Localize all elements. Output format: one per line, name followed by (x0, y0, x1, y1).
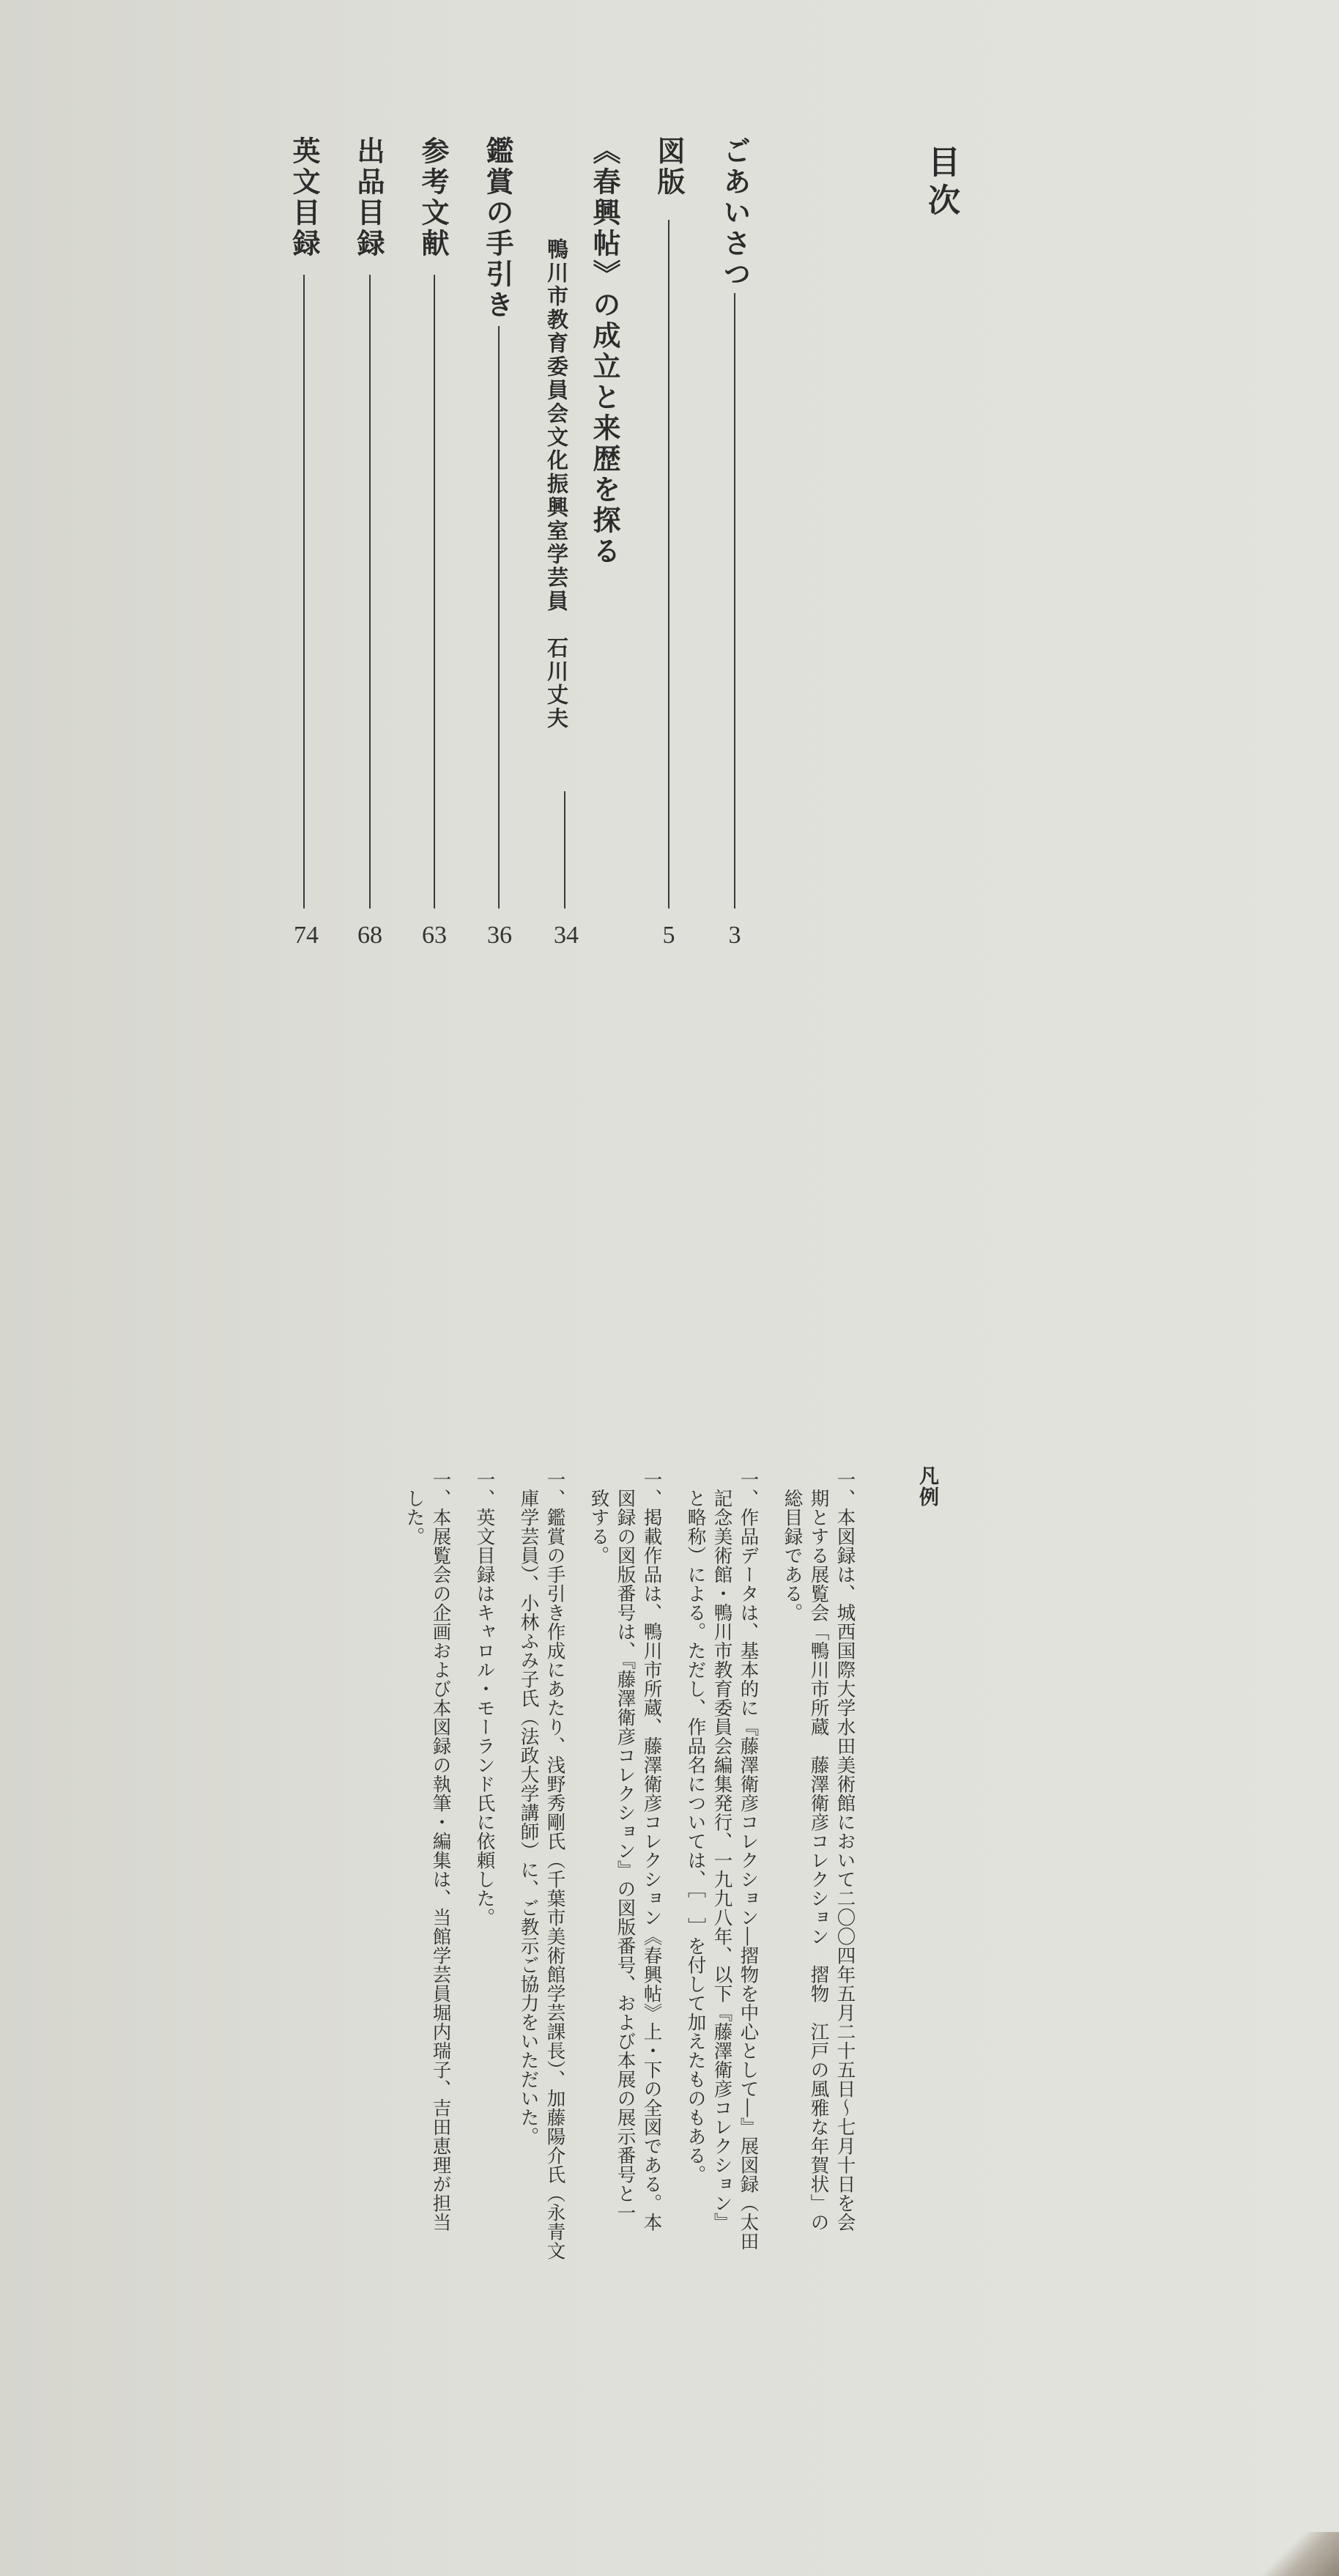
toc-leader-line (668, 220, 670, 908)
toc-page-number: 36 (487, 922, 512, 949)
toc-leader-line (434, 275, 435, 908)
toc-page-number: 34 (554, 922, 579, 949)
toc-page-number: 68 (357, 922, 382, 949)
toc-leader-line (498, 326, 500, 908)
toc-leader-line (303, 275, 305, 908)
page-corner-shadow (1251, 2532, 1339, 2576)
toc-entry-essay: 《春興帖》の成立と来歴を探る (588, 136, 621, 567)
hanrei-line: した。 (403, 1489, 426, 1546)
toc-entry-bibliography: 参考文献 (417, 136, 450, 259)
hanrei-line: 一、英文目録はキャロル・モーランド氏に依頼した。 (473, 1470, 496, 1927)
toc-leader-line (564, 791, 565, 908)
toc-entry-essay-author: 鴨川市教育委員会文化振興室学芸員 石川丈夫 (544, 238, 569, 730)
hanrei-line: 記念美術館・鴨川市教育委員会編集発行、一九九八年、以下『藤澤衛彦コレクション』 (711, 1489, 733, 2232)
toc-title: 目次 (922, 145, 960, 221)
toc-entry-guide: 鑑賞の手引き (481, 136, 514, 321)
hanrei-line: と略称）による。ただし、作品名については、［ ］を付して加えたものもある。 (684, 1489, 707, 2185)
hanrei-line: 庫学芸員）、小林ふみ子氏（法政大学講師）に、ご教示ご協力をいただいた。 (517, 1489, 540, 2147)
toc-entry-english-list: 英文目録 (288, 136, 321, 259)
toc-page-number: 74 (294, 922, 319, 949)
hanrei-line: 一、鑑賞の手引き作成にあたり、浅野秀剛氏（千葉市美術館学芸課長）、加藤陽介氏（永青文 (544, 1470, 566, 2261)
toc-leader-line (369, 275, 371, 908)
toc-leader-line (734, 293, 735, 908)
hanrei-line: 一、本展覧会の企画および本図録の執筆・編集は、当館学芸員堀内瑞子、吉田恵理が担当 (429, 1470, 452, 2232)
hanrei-line: 一、掲載作品は、鴨川市所蔵、藤澤衛彦コレクション《春興帖》上・下の全図である。本 (640, 1470, 663, 2232)
hanrei-line: 一、作品データは、基本的に『藤澤衛彦コレクション―摺物を中心として―』展図録（太田 (737, 1470, 760, 2251)
hanrei-line: 期とする展覧会「鴨川市所蔵 藤澤衛彦コレクション 摺物 江戸の風雅な年賀状」の (807, 1489, 830, 2232)
toc-page-number: 63 (422, 922, 447, 949)
toc-entry-plates: 図版 (653, 136, 686, 198)
toc-entry-exhibit-list: 出品目録 (352, 136, 385, 259)
toc-page-number: 5 (662, 922, 675, 949)
hanrei-line: 一、本図録は、城西国際大学水田美術館において二〇〇四年五月二十五日～七月十日を会 (834, 1470, 856, 2232)
toc-entry-greeting: ごあいさつ (719, 136, 752, 290)
hanrei-line: 総目録である。 (781, 1489, 804, 1622)
toc-page-number: 3 (728, 922, 741, 949)
hanrei-title: 凡例 (916, 1465, 938, 1508)
hanrei-line: 図録の図版番号は、『藤澤衛彦コレクション』の図版番号、および本展の展示番号と一 (614, 1489, 637, 2223)
hanrei-line: 致する。 (587, 1489, 610, 1565)
